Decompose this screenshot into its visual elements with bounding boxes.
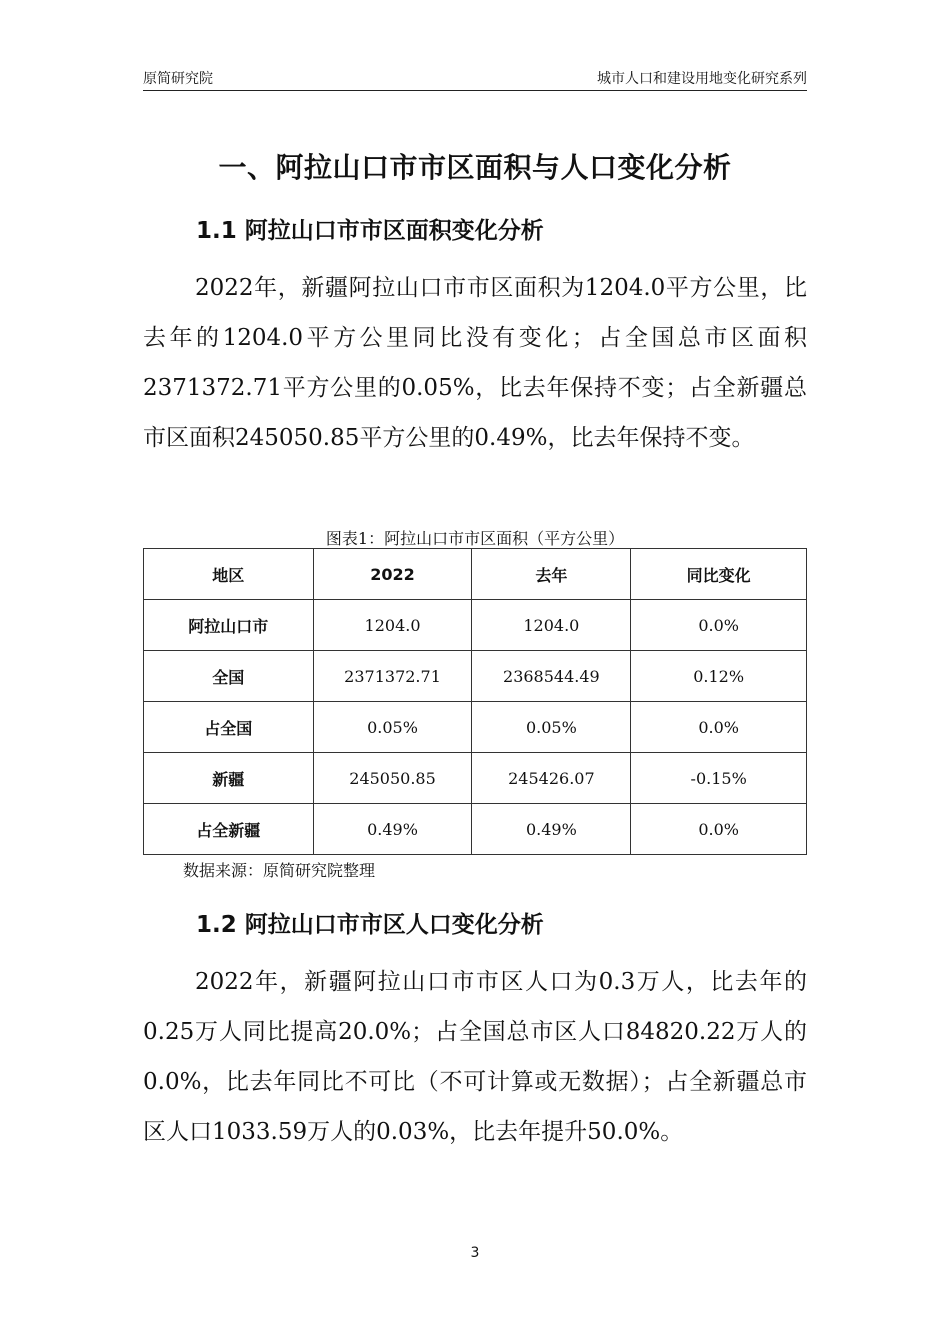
area-paragraph: 2022年，新疆阿拉山口市市区面积为1204.0平方公里，比去年的1204.0平方公里同比没有变化；占全国总市区面积2371372.71平方公里的0.05%，比去年保持不变；占全新疆总市区面积245050.85平方公里的0.49%，比去年保持不变。 xyxy=(143,275,807,451)
table-cell: 2368544.49 xyxy=(472,651,631,702)
area-table xyxy=(143,548,807,855)
table-cell: 245050.85 xyxy=(313,753,472,804)
table-row xyxy=(144,804,807,855)
section-heading-population: 1.2 阿拉山口市市区人口变化分析 xyxy=(196,912,544,938)
table-cell: 1204.0 xyxy=(472,600,631,651)
table-cell: 0.0% xyxy=(631,702,807,753)
table-header-cell: 2022 xyxy=(313,549,472,600)
table-source-note: 数据来源：原简研究院整理 xyxy=(183,861,376,880)
page-title: 一、阿拉山口市市区面积与人口变化分析 xyxy=(218,151,732,184)
row-label: 阿拉山口市 xyxy=(144,600,314,651)
header-org: 原简研究院 xyxy=(143,71,213,87)
header-series: 城市人口和建设用地变化研究系列 xyxy=(597,71,807,87)
table-row xyxy=(144,651,807,702)
row-label: 全国 xyxy=(144,651,314,702)
table-cell: 0.49% xyxy=(472,804,631,855)
table-cell: 0.05% xyxy=(472,702,631,753)
table-caption: 图表1：阿拉山口市市区面积（平方公里） xyxy=(325,529,625,548)
table-header-cell: 去年 xyxy=(472,549,631,600)
table-row xyxy=(144,702,807,753)
population-paragraph: 2022年，新疆阿拉山口市市区人口为0.3万人，比去年的0.25万人同比提高20.0%；占全国总市区人口84820.22万人的0.0%，比去年同比不可比（不可计算或无数据）；占全新疆总市区人口1033.59万人的0.03%，比去年提升50.0%。 xyxy=(143,969,807,1145)
table-row xyxy=(144,753,807,804)
row-label: 占全国 xyxy=(144,702,314,753)
table-cell: 0.12% xyxy=(631,651,807,702)
table-cell: 1204.0 xyxy=(313,600,472,651)
page-number: 3 xyxy=(470,1245,480,1261)
table-header-cell: 地区 xyxy=(144,549,314,600)
table-cell: 0.05% xyxy=(313,702,472,753)
row-label: 占全新疆 xyxy=(144,804,314,855)
table-row xyxy=(144,600,807,651)
table-cell: 0.49% xyxy=(313,804,472,855)
table-cell: 0.0% xyxy=(631,600,807,651)
table-cell: 2371372.71 xyxy=(313,651,472,702)
page-header xyxy=(143,64,807,91)
table-header-cell: 同比变化 xyxy=(631,549,807,600)
table-cell: 245426.07 xyxy=(472,753,631,804)
section-heading-area: 1.1 阿拉山口市市区面积变化分析 xyxy=(196,218,544,244)
table-header-row xyxy=(144,549,807,600)
table-cell: 0.0% xyxy=(631,804,807,855)
table-cell: -0.15% xyxy=(631,753,807,804)
row-label: 新疆 xyxy=(144,753,314,804)
